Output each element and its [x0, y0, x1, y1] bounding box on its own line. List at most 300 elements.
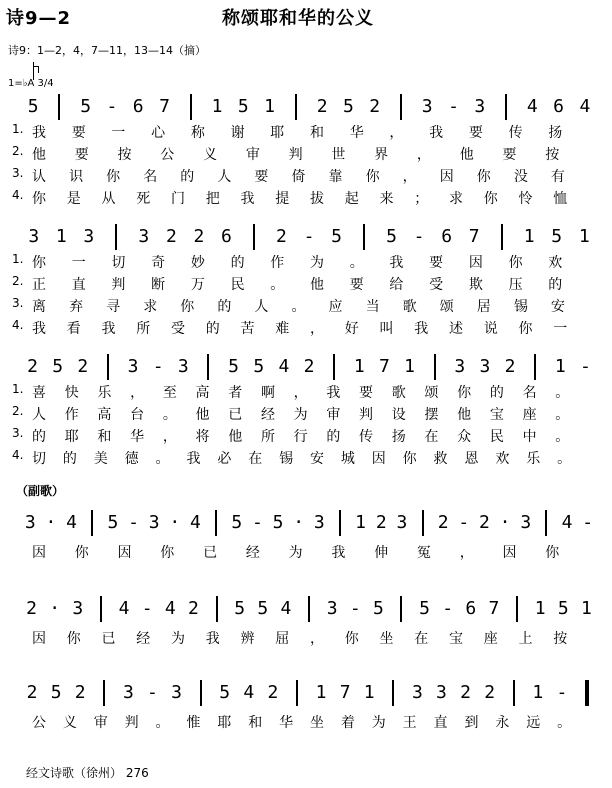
- lyric-char: 述: [449, 321, 463, 337]
- lyric-char: 所: [260, 429, 275, 445]
- lyric-char: 名: [143, 169, 158, 185]
- verse-number: 2.: [12, 404, 24, 418]
- lyric-char: 求: [449, 191, 463, 207]
- note: 6: [465, 598, 477, 619]
- lyric-char: 我: [186, 451, 201, 467]
- note: 5: [551, 226, 563, 247]
- barline: [516, 596, 518, 622]
- lyric-char: 把: [205, 191, 220, 207]
- barline: [400, 596, 402, 622]
- key-signature: 1=♭A 3/4: [8, 78, 54, 89]
- lyric-char: 锡: [279, 451, 294, 467]
- lyric-char: 义: [62, 715, 77, 731]
- barline: [200, 680, 202, 706]
- lyric-char: 切: [111, 255, 126, 271]
- lyric-char: 已: [228, 407, 243, 423]
- lyric-char: 难: [275, 321, 290, 337]
- barline: [216, 596, 218, 622]
- notes-row: [0, 678, 612, 708]
- lyric-char: 永: [495, 715, 510, 731]
- note: 1: [55, 226, 67, 247]
- final-barline: [585, 680, 589, 706]
- note-dash: -: [152, 356, 164, 377]
- lyric-char: 和: [310, 125, 324, 141]
- lyric-char: 王: [402, 715, 417, 731]
- lyric-char: 啊: [260, 385, 275, 401]
- lyric-char: 要: [349, 277, 364, 293]
- note: 2: [437, 512, 449, 533]
- lyric-char: 将: [195, 429, 210, 445]
- note: 1: [211, 96, 223, 117]
- lyric-char: 要: [502, 147, 517, 163]
- barline: [392, 680, 394, 706]
- barline: [215, 510, 217, 536]
- lyric-line: [0, 542, 612, 563]
- lyric-char: 他: [457, 407, 472, 423]
- lyric-char: 我: [101, 321, 116, 337]
- lyric-char: 按: [553, 631, 568, 647]
- lyric-char: 扬: [391, 429, 406, 445]
- lyric-char: 。: [555, 429, 570, 445]
- lyric-line: [0, 296, 612, 317]
- lyric-char: 的: [489, 385, 504, 401]
- lyric-char: 倚: [291, 169, 306, 185]
- lyric-char: 传: [508, 125, 523, 141]
- lyric-char: 我: [326, 385, 341, 401]
- chorus-label: （副歌）: [16, 484, 65, 498]
- lyric-char: 靠: [328, 169, 343, 185]
- lyric-char: 为: [171, 631, 185, 647]
- lyric-char: 你: [483, 191, 498, 207]
- lyric-char: 因: [117, 545, 132, 561]
- lyric-char: 快: [64, 385, 79, 401]
- lyric-char: 华: [279, 715, 294, 731]
- note-dot: ·: [499, 512, 511, 533]
- note: 3: [411, 682, 423, 703]
- verse-number: 1.: [12, 122, 24, 136]
- lyric-char: 在: [248, 451, 263, 467]
- lyric-char: 有: [550, 169, 565, 185]
- note: 3: [479, 356, 491, 377]
- note: 7: [378, 356, 390, 377]
- lyric-char: 扬: [548, 125, 563, 141]
- lyric-char: 华: [130, 429, 145, 445]
- note: 6: [553, 96, 564, 117]
- lyric-char: 恩: [464, 451, 479, 467]
- note-dash: -: [442, 598, 454, 619]
- note-dash: -: [303, 226, 315, 247]
- barline: [103, 680, 105, 706]
- barline: [422, 510, 424, 536]
- lyric-char: 他: [310, 277, 324, 293]
- lyric-char: 公: [32, 715, 46, 731]
- note-dash: -: [448, 96, 459, 117]
- lyric-char: 已: [203, 545, 218, 561]
- lyric-char: 因: [439, 169, 454, 185]
- note: 3: [72, 598, 84, 619]
- lyric-char: 至: [162, 385, 177, 401]
- lyric-line: [0, 166, 612, 187]
- verse-number: 4.: [12, 318, 24, 332]
- note: 7: [488, 598, 500, 619]
- lyric-char: 你: [344, 631, 359, 647]
- note: 3: [326, 598, 338, 619]
- lyric-char: 居: [476, 299, 491, 315]
- lyric-line: [0, 122, 612, 143]
- lyric-char: 颂: [439, 299, 454, 315]
- lyric-char: 坐: [379, 631, 394, 647]
- lyric-char: 作: [270, 255, 285, 271]
- lyric-char: ，: [130, 385, 145, 401]
- note: 3: [83, 226, 95, 247]
- lyric-char: 为: [288, 545, 303, 561]
- lyric-char: 锡: [513, 299, 528, 315]
- note: 3: [454, 356, 466, 377]
- note: 2: [26, 598, 37, 619]
- note: 2: [267, 682, 279, 703]
- lyric-char: 怜: [518, 191, 533, 207]
- lyric-char: 你: [106, 169, 121, 185]
- notes-row: [0, 594, 612, 624]
- lyric-line: [0, 318, 612, 339]
- lyric-char: 妙: [190, 255, 205, 271]
- song-title: 称颂耶和华的公义: [222, 8, 374, 29]
- lyric-char: 。: [155, 715, 170, 731]
- lyric-char: 死: [136, 191, 151, 207]
- verse-number: 1.: [12, 252, 24, 266]
- lyric-char: 经: [260, 407, 275, 423]
- lyric-char: 给: [389, 277, 404, 293]
- lyric-char: 我: [32, 321, 46, 337]
- note-dash: -: [580, 356, 591, 377]
- lyric-char: 起: [344, 191, 359, 207]
- lyric-char: 你: [32, 255, 46, 271]
- lyric-char: 公: [160, 147, 175, 163]
- lyric-char: 德: [124, 451, 139, 467]
- note: 1: [315, 682, 327, 703]
- note: 3: [171, 682, 182, 703]
- lyric-char: 谢: [230, 125, 245, 141]
- note: 7: [339, 682, 351, 703]
- verse-number: 3.: [12, 426, 24, 440]
- note-dash: -: [556, 682, 568, 703]
- lyric-char: 因: [371, 451, 386, 467]
- lyric-char: 审: [245, 147, 260, 163]
- note: 3: [436, 682, 447, 703]
- note: 2: [484, 682, 496, 703]
- note: 1: [532, 682, 544, 703]
- lyric-char: 宝: [449, 631, 463, 647]
- note: 5: [257, 598, 269, 619]
- lyric-char: 我: [32, 125, 46, 141]
- lyric-char: 好: [344, 321, 359, 337]
- lyric-char: 辨: [240, 631, 255, 647]
- lyric-char: 要: [429, 255, 444, 271]
- note-dot: ·: [45, 512, 57, 533]
- lyric-char: 为: [310, 255, 324, 271]
- lyric-char: 因: [32, 631, 46, 647]
- note: 3: [177, 356, 189, 377]
- lyric-char: 乐: [526, 451, 541, 467]
- lyric-char: ，: [293, 385, 308, 401]
- lyric-char: 着: [340, 715, 355, 731]
- lyric-char: 作: [64, 407, 79, 423]
- note: 5: [419, 598, 431, 619]
- lyric-char: 世: [331, 147, 346, 163]
- lyric-char: 名: [522, 385, 537, 401]
- lyric-char: 提: [275, 191, 290, 207]
- lyric-char: 按: [545, 147, 560, 163]
- lyric-char: 欢: [548, 255, 563, 271]
- key-flat-flag: [34, 66, 39, 73]
- lyric-char: 。: [555, 407, 570, 423]
- lyric-char: 要: [468, 125, 483, 141]
- barline: [58, 94, 60, 120]
- barline: [434, 354, 436, 380]
- verse-number: 4.: [12, 448, 24, 462]
- lyric-char: 叫: [379, 321, 394, 337]
- lyric-char: 万: [190, 277, 205, 293]
- lyric-char: 为: [293, 407, 308, 423]
- verse-number: 2.: [12, 274, 24, 288]
- lyric-char: 他: [228, 429, 243, 445]
- lyric-char: 。: [291, 299, 306, 315]
- note: 1: [264, 96, 275, 117]
- note: 3: [127, 356, 139, 377]
- note-dot: ·: [49, 598, 61, 619]
- lyric-char: 你: [508, 255, 523, 271]
- lyric-char: 心: [151, 125, 166, 141]
- lyric-char: 。: [155, 451, 170, 467]
- lyric-char: 民: [230, 277, 245, 293]
- lyric-char: 远: [526, 715, 541, 731]
- lyric-char: 华: [349, 125, 364, 141]
- lyric-char: 我: [389, 255, 404, 271]
- lyric-char: 拔: [310, 191, 324, 207]
- lyric-char: 高: [195, 385, 210, 401]
- lyric-char: 。: [349, 255, 364, 271]
- barline: [501, 224, 503, 250]
- lyric-char: 你: [457, 385, 472, 401]
- lyric-char: 从: [101, 191, 116, 207]
- lyric-char: 安: [550, 299, 565, 315]
- note: 5: [231, 512, 243, 533]
- lyric-char: 当: [365, 299, 380, 315]
- lyric-char: 坐: [310, 715, 324, 731]
- lyric-line: [0, 144, 612, 165]
- lyric-char: 义: [203, 147, 218, 163]
- lyric-char: ，: [162, 429, 177, 445]
- lyric-char: 他: [195, 407, 210, 423]
- note: 2: [460, 682, 471, 703]
- lyric-char: 。: [557, 715, 572, 731]
- barline: [207, 354, 209, 380]
- note-dash: -: [413, 226, 425, 247]
- note: 6: [221, 226, 232, 247]
- lyric-char: 耶: [64, 429, 79, 445]
- barline: [534, 354, 536, 380]
- note-dash: -: [251, 512, 263, 533]
- lyric-line: [0, 448, 612, 469]
- note: 1: [355, 512, 367, 533]
- note: 2: [193, 226, 205, 247]
- note: 2: [316, 96, 328, 117]
- note: 3: [122, 682, 134, 703]
- lyric-char: 审: [326, 407, 341, 423]
- lyric-char: 欢: [495, 451, 510, 467]
- lyric-char: 你: [518, 321, 533, 337]
- note: 5: [342, 96, 354, 117]
- psalm-reference: 诗9—2: [6, 8, 72, 29]
- lyric-char: 你: [32, 191, 46, 207]
- note: 3: [24, 512, 36, 533]
- note: 5: [50, 682, 62, 703]
- note-dot: ·: [169, 512, 181, 533]
- note: 2: [74, 682, 86, 703]
- note-dash: -: [141, 598, 153, 619]
- lyric-char: 必: [217, 451, 232, 467]
- lyric-char: 认: [32, 169, 46, 185]
- notes-row: [0, 92, 612, 122]
- barline: [339, 510, 341, 536]
- lyric-char: 称: [190, 125, 205, 141]
- note: 3: [396, 512, 408, 533]
- lyric-line: [0, 404, 612, 425]
- note: 5: [331, 226, 342, 247]
- note: 4: [280, 598, 292, 619]
- note: 1: [554, 356, 566, 377]
- note: 4: [190, 512, 201, 533]
- lyric-char: 离: [32, 299, 46, 315]
- note: 2: [504, 356, 516, 377]
- verse-number: 4.: [12, 188, 24, 202]
- lyric-char: 的: [32, 429, 46, 445]
- lyric-char: 应: [328, 299, 343, 315]
- lyric-char: 。: [270, 277, 285, 293]
- lyric-char: 人: [217, 169, 232, 185]
- lyric-line: [0, 712, 612, 733]
- lyric-char: 你: [66, 631, 81, 647]
- lyric-char: 寻: [106, 299, 121, 315]
- lyric-line: [0, 274, 612, 295]
- lyric-char: 和: [248, 715, 263, 731]
- lyric-char: 行: [293, 429, 308, 445]
- lyric-char: 判: [359, 407, 374, 423]
- lyric-char: 惟: [186, 715, 201, 731]
- lyric-char: 界: [374, 147, 389, 163]
- lyric-char: 审: [93, 715, 108, 731]
- note: 1: [363, 682, 375, 703]
- lyric-char: 摆: [424, 407, 439, 423]
- lyric-char: 门: [171, 191, 185, 207]
- note: 5: [52, 356, 64, 377]
- notes-row: [0, 222, 612, 252]
- note: 5: [107, 512, 119, 533]
- lyric-char: 压: [508, 277, 523, 293]
- note-dash: -: [128, 512, 139, 533]
- lyric-char: 判: [111, 277, 126, 293]
- note: 1: [578, 226, 590, 247]
- lyric-char: 苦: [240, 321, 255, 337]
- lyric-char: 一: [71, 255, 86, 271]
- lyric-char: ，: [389, 125, 404, 141]
- lyric-char: 冤: [416, 545, 431, 561]
- lyric-char: ，: [416, 147, 431, 163]
- barline: [296, 680, 298, 706]
- note: 1: [404, 356, 415, 377]
- lyric-char: 识: [69, 169, 84, 185]
- note: 3: [28, 226, 40, 247]
- note-dash: -: [349, 598, 361, 619]
- note-dot: ·: [293, 512, 305, 533]
- lyric-char: 和: [97, 429, 112, 445]
- lyric-char: 求: [143, 299, 158, 315]
- note: 3: [148, 512, 160, 533]
- lyric-char: 受: [429, 277, 444, 293]
- note: 2: [27, 356, 38, 377]
- verse-number: 1.: [12, 382, 24, 396]
- barline: [91, 510, 93, 536]
- lyric-char: 来: [379, 191, 394, 207]
- lyric-char: 中: [522, 429, 537, 445]
- lyric-char: 正: [32, 277, 46, 293]
- lyric-char: 你: [180, 299, 195, 315]
- lyric-char: 要: [71, 125, 86, 141]
- note: 5: [219, 682, 231, 703]
- lyric-char: 的: [62, 451, 77, 467]
- barline: [400, 94, 402, 120]
- lyric-char: 座: [483, 631, 498, 647]
- lyric-char: 我: [429, 125, 444, 141]
- barline: [253, 224, 255, 250]
- lyric-char: 没: [513, 169, 528, 185]
- note: 2: [375, 512, 387, 533]
- notes-row: [0, 352, 612, 382]
- barline: [545, 510, 547, 536]
- note: 4: [118, 598, 130, 619]
- note: 5: [27, 96, 39, 117]
- lyric-char: 歌: [402, 299, 417, 315]
- lyric-char: 切: [32, 451, 46, 467]
- lyric-char: 你: [74, 545, 89, 561]
- lyric-char: 在: [414, 631, 429, 647]
- barline: [308, 596, 310, 622]
- note: 2: [276, 226, 287, 247]
- note-dash: -: [582, 512, 594, 533]
- lyric-char: 经: [245, 545, 260, 561]
- lyric-char: 是: [66, 191, 81, 207]
- lyric-char: 伸: [374, 545, 389, 561]
- footer-source: 经文诗歌（徐州） 276: [26, 766, 149, 780]
- lyric-char: 你: [365, 169, 380, 185]
- verse-number: 3.: [12, 296, 24, 310]
- lyric-char: 人: [254, 299, 269, 315]
- lyric-char: 经: [136, 631, 151, 647]
- barline: [295, 94, 297, 120]
- lyric-char: 判: [124, 715, 139, 731]
- lyric-char: 人: [32, 407, 46, 423]
- lyric-char: 我: [205, 631, 220, 647]
- notes-row: [0, 508, 612, 538]
- verses-reference: 诗9：1—2，4，7—11，13—14（摘）: [8, 44, 206, 57]
- barline: [115, 224, 117, 250]
- lyric-char: 高: [97, 407, 112, 423]
- lyric-char: 你: [402, 451, 417, 467]
- barline: [333, 354, 335, 380]
- lyric-line: [0, 382, 612, 403]
- note-dash: -: [106, 96, 118, 117]
- lyric-char: 。: [162, 407, 177, 423]
